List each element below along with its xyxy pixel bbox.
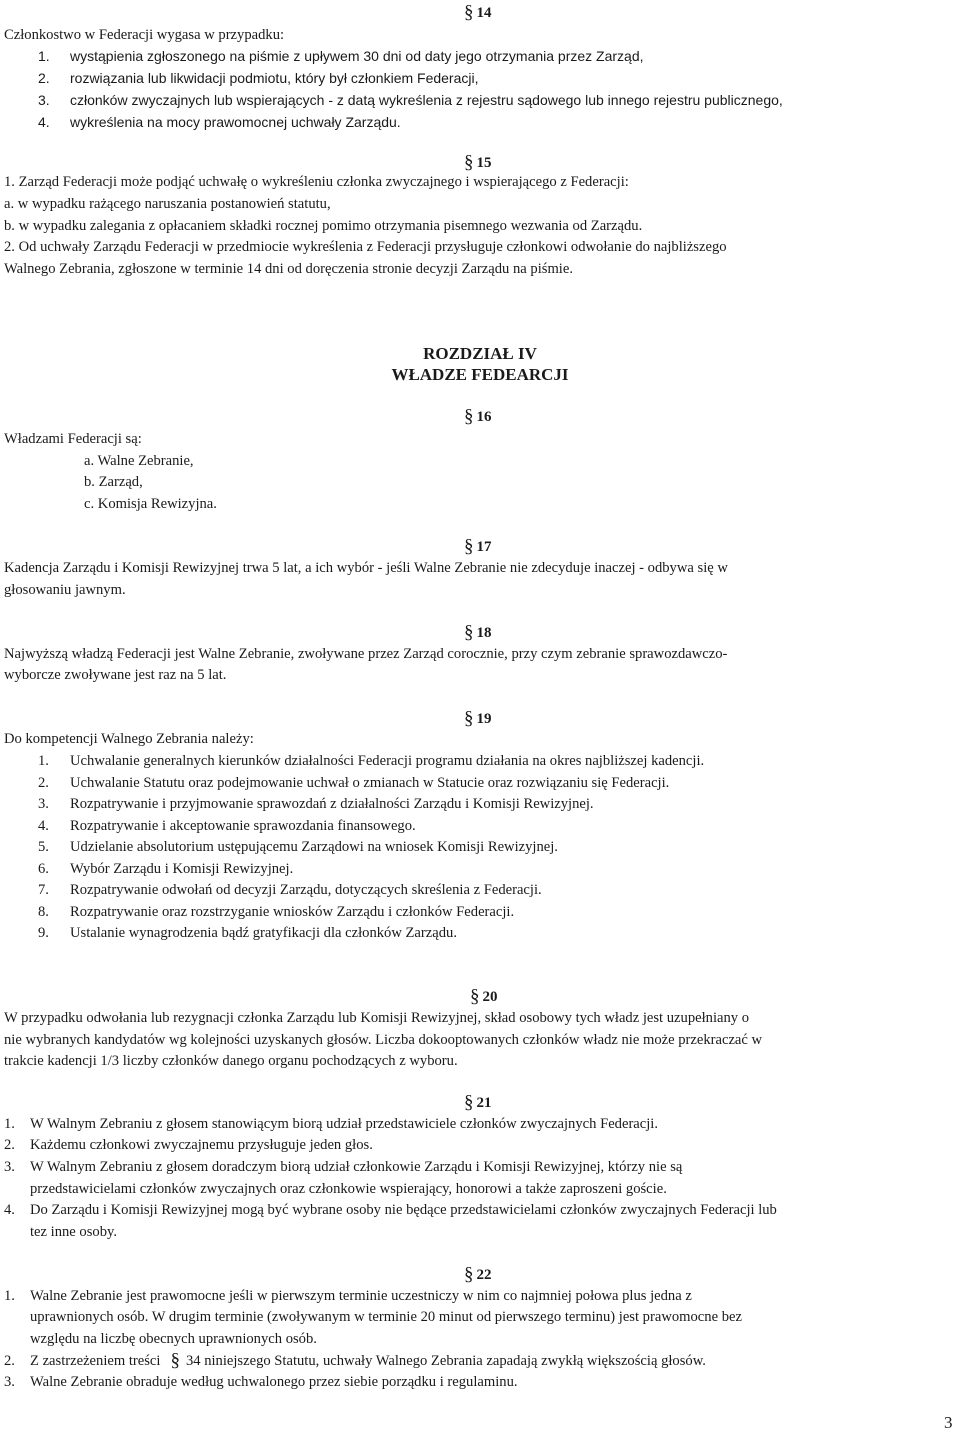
section-17-text: Kadencja Zarządu i Komisji Rewizyjnej trwa 5 lat, a ich wybór - jeśli Walne Zebranie nie zdecyduje inaczej - odbywa się w <box>4 560 728 576</box>
chapter-heading-title: WŁADZE FEDEARCJI <box>391 365 569 384</box>
list-item-cont: tez inne osoby. <box>30 1224 117 1240</box>
list-item: 4. Rozpatrywanie i akceptowanie sprawozdania finansowego. <box>38 818 416 834</box>
list-item: 4. Do Zarządu i Komisji Rewizyjnej mogą być wybrane osoby nie będące przedstawicielami członków zwyczajnych Federacji lub <box>4 1202 777 1218</box>
list-item: b. Zarząd, <box>84 474 143 490</box>
section-19-intro: Do kompetencji Walnego Zebrania należy: <box>4 731 254 747</box>
section-15-heading: § 15 <box>464 152 492 173</box>
list-item: 6. Wybór Zarządu i Komisji Rewizyjnej. <box>38 861 294 877</box>
section-15-point-2-cont: Walnego Zebrania, zgłoszone w terminie 14 dni od doręczenia stronie decyzji Zarządu na piśmie. <box>4 261 573 277</box>
section-15-point-2: 2. Od uchwały Zarządu Federacji w przedmiocie wykreślenia z Federacji przysługuje członkowi odwołanie do najbliższego <box>4 239 727 255</box>
section-22-heading: § 22 <box>464 1264 492 1285</box>
section-21-heading: § 21 <box>464 1092 492 1113</box>
section-20-text-cont: trakcie kadencji 1/3 liczby członków danego organu pochodzących z wyboru. <box>4 1053 458 1069</box>
list-item: 7. Rozpatrywanie odwołań od decyzji Zarządu, dotyczących skreślenia z Federacji. <box>38 882 542 898</box>
section-15-point-1: 1. Zarząd Federacji może podjąć uchwałę o wykreśleniu członka zwyczajnego i wspierającego z Federacji: <box>4 174 629 190</box>
list-item: 3. członków zwyczajnych lub wspierających - z datą wykreślenia z rejestru sądowego lub innego rejestru publicznego, <box>38 92 783 108</box>
list-item: 2. Uchwalanie Statutu oraz podejmowanie uchwał o zmianach w Statucie oraz rozwiązaniu się Federacji. <box>38 775 670 791</box>
section-20-heading: § 20 <box>470 986 498 1007</box>
section-15-point-b: b. w wypadku zalegania z opłacaniem składki rocznej pomimo otrzymania pisemnego wezwania od Zarządu. <box>4 218 643 234</box>
list-item: 1. Uchwalanie generalnych kierunków działalności Federacji programu działania na okres najbliższej kadencji. <box>38 753 705 769</box>
page-number: 3 <box>944 1413 953 1432</box>
section-16-heading: § 16 <box>464 406 492 427</box>
list-item: c. Komisja Rewizyjna. <box>84 496 217 512</box>
list-item: a. Walne Zebranie, <box>84 453 194 469</box>
section-mark: § <box>170 1350 180 1371</box>
section-16-intro: Władzami Federacji są: <box>4 431 142 447</box>
section-20-text-cont: nie wybranych kandydatów wg kolejności uzyskanych głosów. Liczba dokooptowanych członków władz nie może przekraczać w <box>4 1032 763 1048</box>
list-item: 9. Ustalanie wynagrodzenia bądź gratyfikacji dla członków Zarządu. <box>38 925 457 941</box>
list-item-cont: przedstawicielami członków zwyczajnych oraz członkowie wspierający, honorowi a także zaproszeni goście. <box>30 1181 667 1197</box>
list-item: 1. W Walnym Zebraniu z głosem stanowiącym biorą udział przedstawiciele członków zwyczajnych Federacji. <box>4 1116 659 1132</box>
section-14-heading: § 14 <box>464 2 492 23</box>
section-17-heading: § 17 <box>464 536 492 557</box>
list-item: 3. Walne Zebranie obraduje według uchwalonego przez siebie porządku i regulaminu. <box>4 1374 518 1390</box>
section-18-heading: § 18 <box>464 622 492 643</box>
list-item: 2. Każdemu członkowi zwyczajnemu przysługuje jeden głos. <box>4 1137 373 1153</box>
list-item: 2. Z zastrzeżeniem treści § 34 niniejszego Statutu, uchwały Walnego Zebrania zapadają zwykłą większością głosów. <box>4 1350 706 1371</box>
list-item: 1. Walne Zebranie jest prawomocne jeśli w pierwszym terminie uczestniczy w nim co najmniej połowa plus jedna z <box>4 1288 692 1304</box>
list-item: 3. W Walnym Zebraniu z głosem doradczym biorą udział członkowie Zarządu i Komisji Rewizyjnej, którzy nie są <box>4 1159 683 1175</box>
section-17-text-cont: głosowaniu jawnym. <box>4 582 126 598</box>
list-item: 3. Rozpatrywanie i przyjmowanie sprawozdań z działalności Zarządu i Komisji Rewizyjnej. <box>38 796 594 812</box>
section-19-heading: § 19 <box>464 708 492 729</box>
list-item-cont: względu na liczbę obecnych uprawnionych osób. <box>30 1331 317 1347</box>
section-14-intro: Członkostwo w Federacji wygasa w przypadku: <box>4 27 285 43</box>
list-item: 4. wykreślenia na mocy prawomocnej uchwały Zarządu. <box>38 114 401 130</box>
section-15-point-a: a. w wypadku rażącego naruszania postanowień statutu, <box>4 196 331 212</box>
list-item: 8. Rozpatrywanie oraz rozstrzyganie wniosków Zarządu i członków Federacji. <box>38 904 515 920</box>
section-20-text: W przypadku odwołania lub rezygnacji członka Zarządu lub Komisji Rewizyjnej, skład osobowy tych władz jest uzupełniany o <box>4 1010 750 1026</box>
list-item: 5. Udzielanie absolutorium ustępującemu Zarządowi na wniosek Komisji Rewizyjnej. <box>38 839 558 855</box>
list-item-cont: uprawnionych osób. W drugim terminie (zwoływanym w terminie 20 minut od pierwszego terminu) jest prawomocne bez <box>30 1309 742 1325</box>
list-item: 1. wystąpienia zgłoszonego na piśmie z upływem 30 dni od daty jego otrzymania przez Zarząd, <box>38 48 644 64</box>
section-18-text: Najwyższą władzą Federacji jest Walne Zebranie, zwoływane przez Zarząd corocznie, przy czym zebranie sprawozdawczo- <box>4 646 728 662</box>
section-18-text-cont: wyborcze zwoływane jest raz na 5 lat. <box>4 667 227 683</box>
list-item: 2. rozwiązania lub likwidacji podmiotu, który był członkiem Federacji, <box>38 70 479 86</box>
chapter-heading-number: ROZDZIAŁ IV <box>423 344 537 363</box>
